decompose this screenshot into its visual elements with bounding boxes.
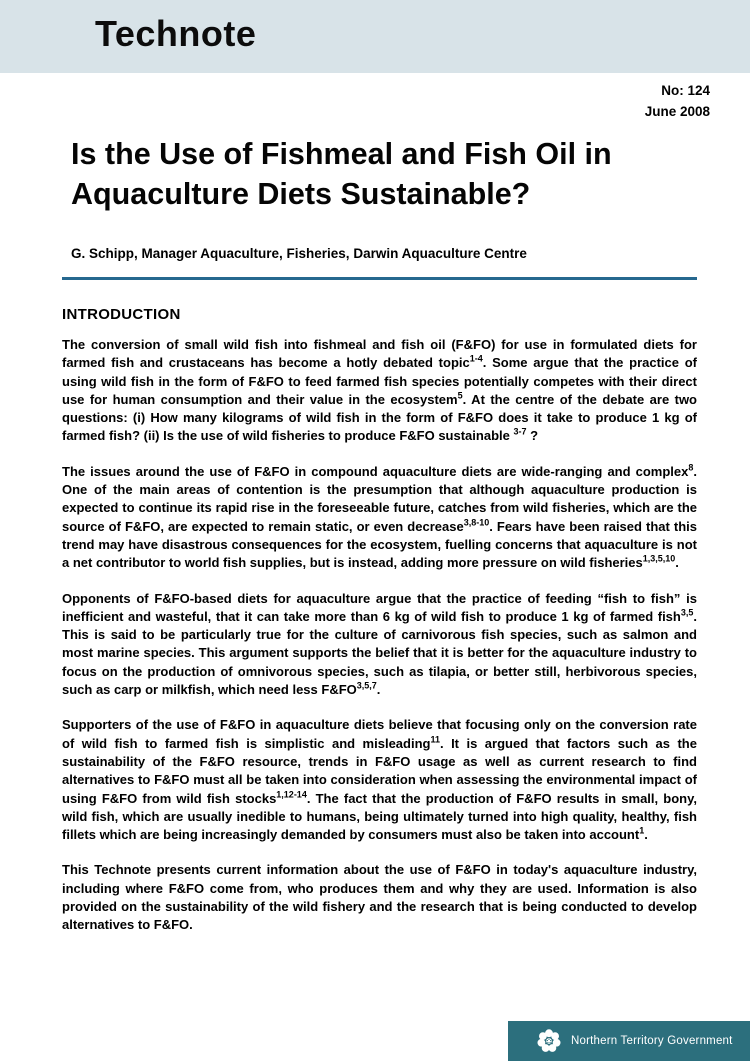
issue-block xyxy=(645,80,710,122)
reference-superscript: 1 xyxy=(639,825,645,836)
reference-superscript: 3-7 xyxy=(513,427,527,438)
reference-superscript: 8 xyxy=(688,462,694,473)
footer-bar xyxy=(508,1021,750,1061)
reference-superscript: 3,5,7 xyxy=(356,680,377,691)
paragraph: The issues around the use of F&FO in compound aquaculture diets are wide-ranging and complex$^8$. One of the main areas of contention is the presumption that although aquaculture production is expected to continue its rapid rise in the foreseeable future, catches from wild fisheries, which are the source of F&FO, are expected to remain static, or even decrease$^{3,8-10}$. Fears have been raised that this trend may have disastrous consequences for the ecosystem, fuelling concerns that aquaculture is not a net contributor to world fish supplies, but is instead, adding more pressure on wild fisheries$^{1,3,5,10}$. xyxy=(62,462,697,571)
masthead-title: Technote xyxy=(95,13,257,54)
reference-superscript: 1-4 xyxy=(469,353,483,364)
article xyxy=(62,306,697,952)
paragraph: The conversion of small wild fish into fishmeal and fish oil (F&FO) for use in formulated diets for farmed fish and crustaceans has become a hotly debated topic$^{1-4}$. Some argue that the practice of using wild fish in the form of F&FO to feed farmed fish species potentially competes with their direct use for human consumption and their value in the ecosystem$^5$. At the centre of the debate are two questions: (i) How many kilograms of wild fish in the form of F&FO does it take to produce 1 kg of farmed fish? (ii) Is the use of wild fisheries to produce F&FO sustainable $^{3-7}$ ? xyxy=(62,337,698,444)
document-title xyxy=(71,134,671,214)
paragraph: Opponents of F&FO-based diets for aquaculture argue that the practice of feeding “fish to fish” is inefficient and wasteful, that it can take more than 6 kg of wild fish to produce 1 kg of farmed fish$^{3,5}$. This is said to be particularly true for the culture of carnivorous fish species, such as salmon and most marine species. This argument supports the belief that it is better for the aquaculture industry to focus on the production of omnivorous species, such as tilapia, or better still, herbivorous species, such as carp or milkfish, which need less F&FO$^{3,5,7}$. xyxy=(62,590,697,698)
reference-superscript: 3,8-10 xyxy=(463,517,490,528)
reference-superscript: 1,3,5,10 xyxy=(642,553,676,564)
section-heading: INTRODUCTION xyxy=(62,306,181,323)
sturts-desert-rose-icon xyxy=(536,1028,562,1054)
paragraph: This Technote presents current information about the use of F&FO in today's aquaculture industry, including where F&FO come from, who produces them and why they are used. Information is also provided on the sustainability of the wild fishery and the research that is being conducted to develop alternatives to F&FO. xyxy=(62,862,697,933)
reference-superscript: 3,5 xyxy=(680,607,694,618)
divider-rule xyxy=(62,277,697,280)
masthead-bar xyxy=(0,0,750,73)
reference-superscript: 11 xyxy=(430,734,440,745)
author-line: G. Schipp, Manager Aquaculture, Fisheries, Darwin Aquaculture Centre xyxy=(71,246,527,261)
document-title-line1: Is the Use of Fishmeal and Fish Oil in xyxy=(71,137,612,171)
issue-date: June 2008 xyxy=(644,104,710,119)
footer-government-label: Northern Territory Government xyxy=(571,1035,733,1047)
article-body xyxy=(62,336,697,935)
reference-superscript: 5 xyxy=(457,390,463,401)
document-title-line2: Aquaculture Diets Sustainable? xyxy=(71,177,531,211)
paragraph: Supporters of the use of F&FO in aquaculture diets believe that focusing only on the conversion rate of wild fish to farmed fish is simplistic and misleading$^{11}$. It is argued that factors such as the sustainability of the F&FO resource, trends in F&FO usage as well as current research to find alternatives to F&FO must all be taken into consideration when assessing the environmental impact of using F&FO from wild fish stocks$^{1,12-14}$. The fact that the production of F&FO results in small, bony, wild fish, which are usually inedible to humans, being ultimately turned into high quality, healthy, fish fillets which are being increasingly demanded by consumers must also be taken into account$^1$. xyxy=(62,717,697,843)
issue-number: No: 124 xyxy=(661,83,710,98)
reference-superscript: 1,12-14 xyxy=(276,789,307,800)
